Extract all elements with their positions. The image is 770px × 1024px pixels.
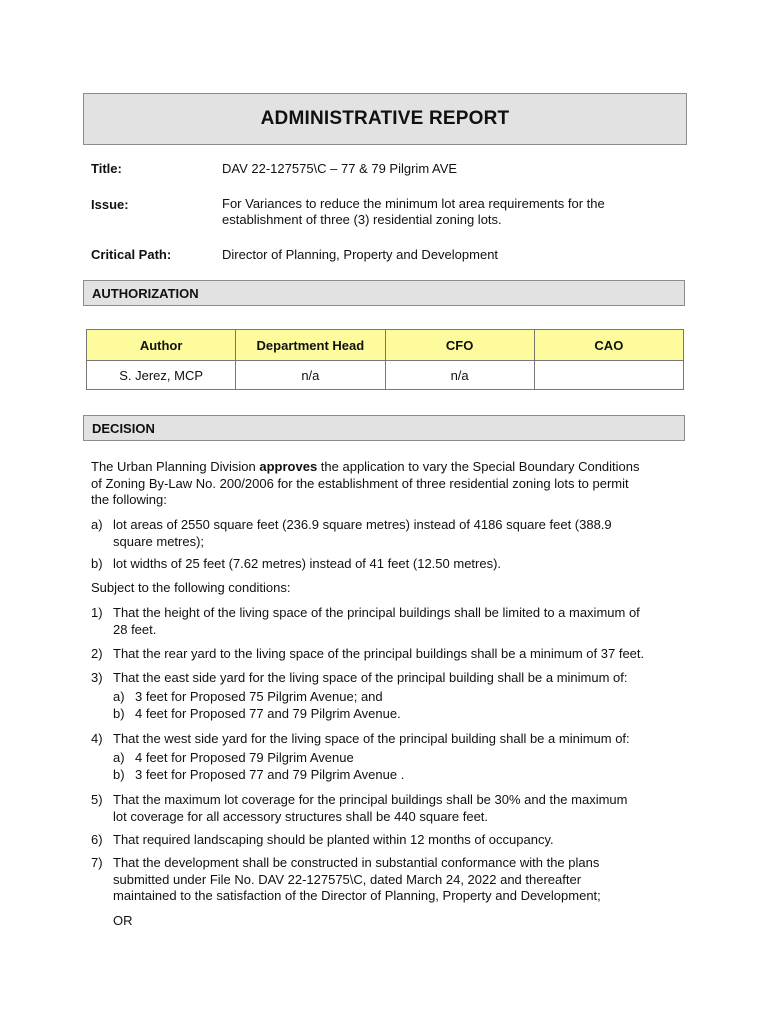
authorization-value-row (87, 361, 684, 390)
header-cfo: CFO (385, 330, 534, 361)
item-text-line: 4 feet for Proposed 79 Pilgrim Avenue (135, 750, 354, 765)
item-text-line: lot widths of 25 feet (7.62 metres) instead of 41 feet (12.50 metres). (113, 556, 502, 571)
item-marker: 5) (91, 792, 103, 807)
item-text-line: That the height of the living space of the principal buildings shall be limited to a maximum of (113, 605, 640, 620)
item-text-line: maintained to the satisfaction of the Director of Planning, Property and Development; (113, 888, 601, 903)
value-cao (534, 361, 683, 390)
item-marker: 1) (91, 605, 103, 620)
issue-line-1: For Variances to reduce the minimum lot area requirements for the (222, 196, 605, 211)
header-author: Author (87, 330, 236, 361)
item-marker: b) (91, 556, 103, 571)
condition-3 (91, 670, 686, 687)
authorization-header-row (87, 330, 684, 361)
critical-path-label: Critical Path: (91, 247, 172, 262)
report-title-box (83, 93, 687, 145)
title-value: DAV 22-127575\C – 77 & 79 Pilgrim AVE (222, 161, 458, 176)
decision-intro (91, 459, 686, 509)
intro-line-2: of Zoning By-Law No. 200/2006 for the establishment of three residential zoning lots to permit (91, 475, 629, 491)
item-text-line: square metres); (113, 533, 205, 549)
decision-section-header: DECISION (83, 415, 685, 441)
item-marker: 3) (91, 670, 103, 685)
issue-line-2: establishment of three (3) residential zoning lots. (222, 212, 502, 227)
item-marker: 4) (91, 731, 103, 746)
item-text-line: That the east side yard for the living space of the principal building shall be a minimum of: (113, 670, 628, 685)
condition-4 (91, 731, 686, 748)
title-label: Title: (91, 161, 122, 176)
issue-value (222, 196, 605, 228)
or-text: OR (113, 913, 133, 928)
condition-2 (91, 646, 686, 663)
variance-item-b (91, 556, 686, 573)
item-text-line: 28 feet. (113, 621, 157, 637)
item-text-line: That the rear yard to the living space of the principal buildings shall be a minimum of 37 feet. (113, 646, 645, 661)
condition-4a (113, 750, 673, 767)
item-marker: b) (113, 767, 125, 782)
item-text-line: That the development shall be constructed in substantial conformance with the plans (113, 855, 600, 870)
condition-3b (113, 706, 673, 723)
intro-text-b: the application to vary the Special Boundary Conditions (317, 459, 640, 474)
value-department-head: n/a (236, 361, 385, 390)
header-department-head: Department Head (236, 330, 385, 361)
header-cao: CAO (534, 330, 683, 361)
item-text-line: lot coverage for all accessory structures shall be 440 square feet. (113, 808, 489, 824)
report-heading: ADMINISTRATIVE REPORT (260, 108, 510, 129)
conditions-intro: Subject to the following conditions: (91, 580, 291, 595)
authorization-table (86, 329, 684, 390)
item-text-line: That required landscaping should be planted within 12 months of occupancy. (113, 832, 554, 847)
intro-line-3: the following: (91, 492, 167, 507)
intro-text-a: The Urban Planning Division (91, 459, 260, 474)
authorization-section-header: AUTHORIZATION (83, 280, 685, 306)
item-text-line: 3 feet for Proposed 77 and 79 Pilgrim Avenue . (135, 767, 405, 782)
item-marker: a) (113, 689, 125, 704)
item-text-line: 3 feet for Proposed 75 Pilgrim Avenue; and (135, 689, 383, 704)
intro-approves: approves (259, 459, 318, 474)
item-marker: 6) (91, 832, 103, 847)
item-marker: a) (91, 517, 103, 532)
item-marker: 2) (91, 646, 103, 661)
item-text-line: submitted under File No. DAV 22-127575\C, dated March 24, 2022 and thereafter (113, 871, 582, 887)
condition-5 (91, 792, 686, 825)
variance-item-a (91, 517, 686, 550)
item-marker: 7) (91, 855, 103, 870)
value-author: S. Jerez, MCP (87, 361, 236, 390)
value-cfo: n/a (385, 361, 534, 390)
condition-4b (113, 767, 673, 784)
intro-line-1 (91, 459, 686, 476)
condition-6 (91, 832, 686, 849)
condition-3a (113, 689, 673, 706)
item-marker: b) (113, 706, 125, 721)
item-text-line: lot areas of 2550 square feet (236.9 square metres) instead of 4186 square feet (388.9 (113, 517, 612, 532)
item-text-line: That the west side yard for the living space of the principal building shall be a minimum of: (113, 731, 630, 746)
issue-label: Issue: (91, 197, 129, 212)
condition-1 (91, 605, 686, 638)
item-text-line: 4 feet for Proposed 77 and 79 Pilgrim Avenue. (135, 706, 401, 721)
item-marker: a) (113, 750, 125, 765)
item-text-line: That the maximum lot coverage for the principal buildings shall be 30% and the maximum (113, 792, 628, 807)
condition-7 (91, 855, 686, 905)
critical-path-value: Director of Planning, Property and Development (222, 247, 499, 262)
